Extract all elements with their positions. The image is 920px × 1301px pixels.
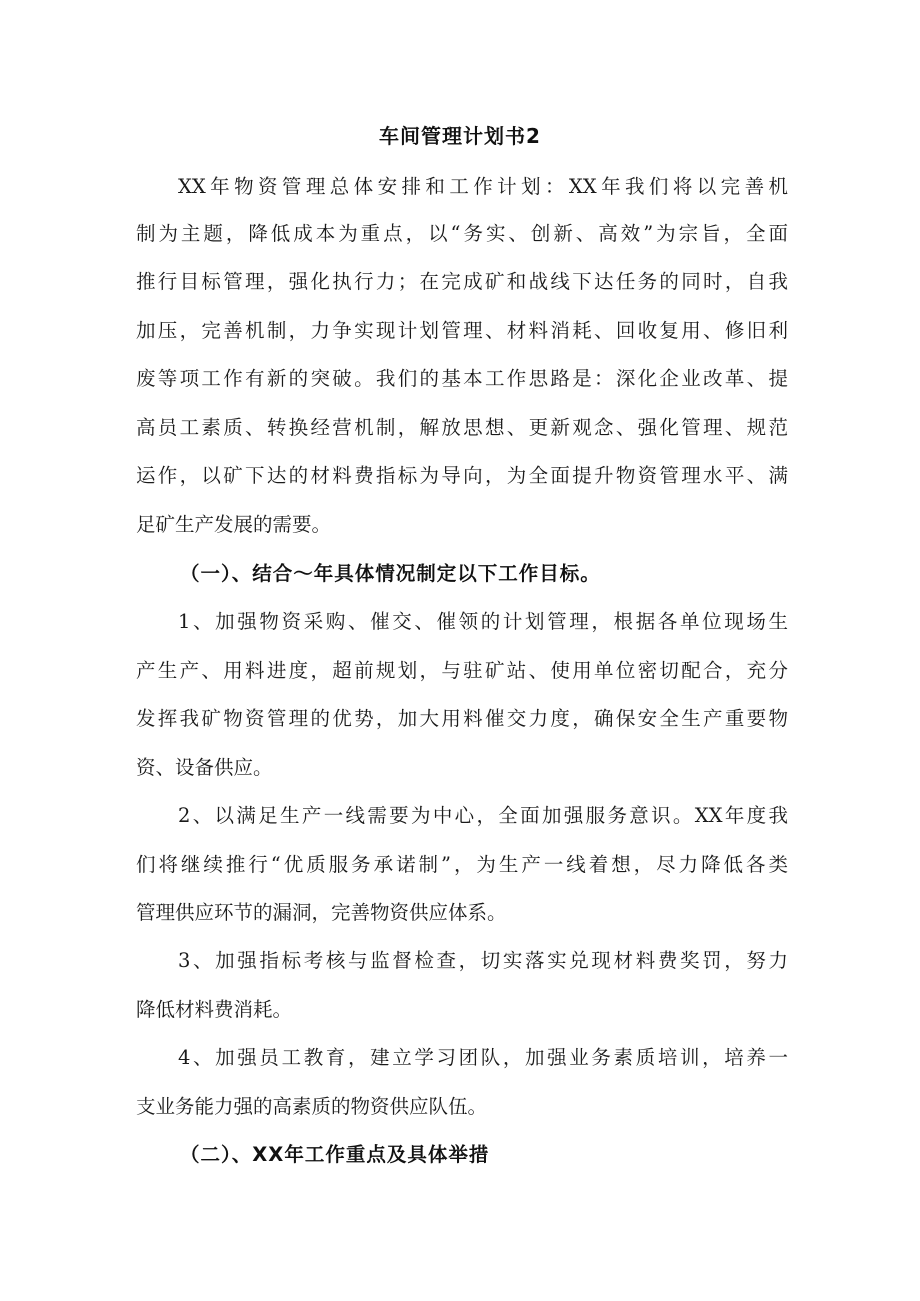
item-3-line: 3、加强指标考核与监督检查，切实落实兑现材料费奖罚，努力: [178, 949, 788, 972]
item-2-line: 2、以满足生产一线需要为中心，全面加强服务意识。XX年度我: [178, 804, 788, 827]
item-2-line: 们将继续推行“优质服务承诺制”，为生产一线着想，尽力降低各类: [136, 853, 788, 876]
document-title: 车间管理计划书2: [379, 124, 541, 148]
item-1-line: 发挥我矿物资管理的优势，加大用料催交力度，确保安全生产重要物: [136, 707, 788, 730]
item-3-line: 降低材料费消耗。: [136, 998, 293, 1021]
intro-line: 推行目标管理，强化执行力；在完成矿和战线下达任务的同时，自我: [136, 270, 788, 293]
intro-line: 制为主题，降低成本为重点，以“务实、创新、高效”为宗旨，全面: [136, 222, 788, 245]
item-1-line: 1、加强物资采购、催交、催领的计划管理，根据各单位现场生: [178, 610, 788, 633]
intro-line: 运作，以矿下达的材料费指标为导向，为全面提升物资管理水平、满: [136, 464, 788, 487]
item-4-line: 4、加强员工教育，建立学习团队，加强业务素质培训，培养一: [178, 1046, 788, 1069]
item-1-line: 资、设备供应。: [136, 756, 273, 779]
intro-line: 足矿生产发展的需要。: [136, 513, 332, 536]
intro-line: 加压，完善机制，力争实现计划管理、材料消耗、回收复用、修旧利: [136, 319, 788, 342]
section-heading-1: （一）、结合～年具体情况制定以下工作目标。: [180, 562, 601, 585]
item-4-line: 支业务能力强的高素质的物资供应队伍。: [136, 1095, 488, 1118]
intro-line: 高员工素质、转换经营机制，解放思想、更新观念、强化管理、规范: [136, 416, 788, 439]
section-heading-2: （二）、XX年工作重点及具体举措: [180, 1143, 490, 1166]
item-2-line: 管理供应环节的漏洞，完善物资供应体系。: [136, 901, 507, 924]
intro-line: XX年物资管理总体安排和工作计划：XX年我们将以完善机: [178, 175, 788, 198]
intro-line: 废等项工作有新的突破。我们的基本工作思路是：深化企业改革、提: [136, 367, 788, 390]
item-1-line: 产生产、用料进度，超前规划，与驻矿站、使用单位密切配合，充分: [136, 659, 788, 682]
